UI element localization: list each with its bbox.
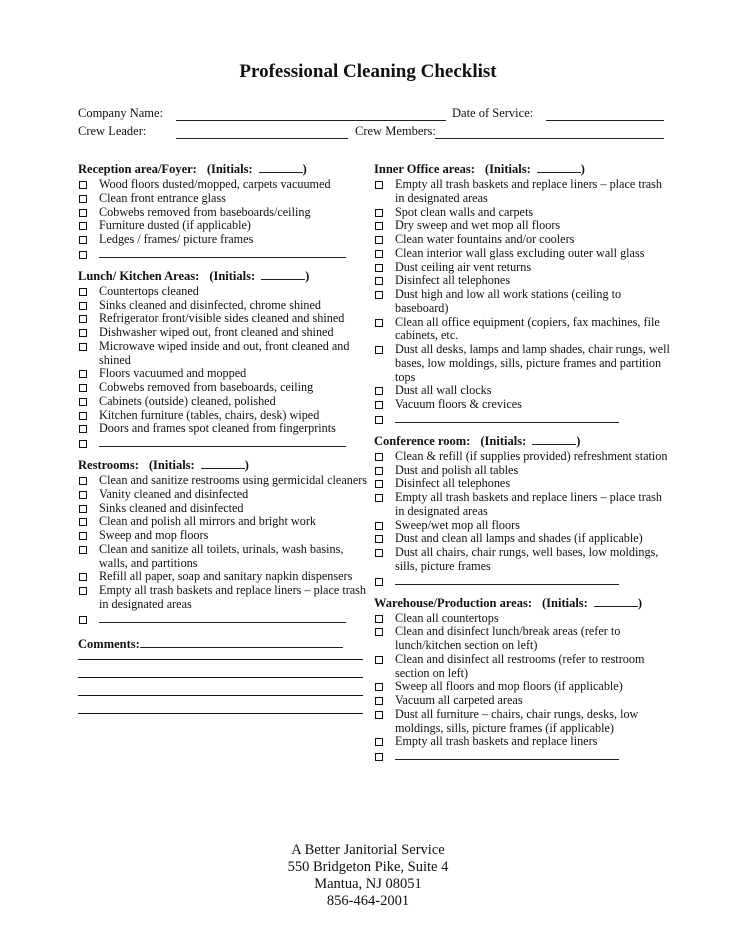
checkbox[interactable] (375, 628, 383, 636)
checklist-item (78, 502, 368, 516)
section-heading (78, 162, 368, 177)
checkbox[interactable] (375, 697, 383, 705)
checklist-item-label: Clean & refill (if supplies provided) refreshment station (395, 448, 668, 463)
crew-leader-label: Crew Leader: (78, 124, 147, 138)
checklist-item (78, 584, 368, 612)
checklist-item (374, 680, 674, 694)
checkbox[interactable] (375, 250, 383, 258)
checklist-item (374, 612, 674, 626)
checkbox[interactable] (79, 236, 87, 244)
initials-label: (Initials: (480, 433, 527, 448)
initials-field[interactable] (537, 162, 581, 173)
checklist-item-label: Disinfect all telephones (395, 273, 511, 288)
section-title: Reception area/Foyer: (78, 162, 197, 176)
checklist-item-label: Sweep all floors and mop floors (if applicable) (395, 679, 623, 694)
initials-field[interactable] (594, 596, 638, 607)
checkbox[interactable] (79, 546, 87, 554)
checklist-item-label: Refill all paper, soap and sanitary napkin dispensers (99, 569, 353, 584)
checklist-item-label: Disinfect all telephones (395, 476, 511, 491)
custom-checklist-item (78, 437, 368, 447)
checklist-item (374, 491, 674, 519)
checklist-item (374, 450, 674, 464)
checklist-section (78, 162, 368, 258)
checklist-item-label: Kitchen furniture (tables, chairs, desk) wiped (99, 407, 320, 422)
checkbox[interactable] (79, 370, 87, 378)
checklist-item (374, 178, 674, 206)
section-heading (374, 162, 674, 177)
checklist-item-label: Floors vacuumed and mopped (99, 366, 247, 381)
checklist-section (374, 434, 674, 585)
page-title: Professional Cleaning Checklist (239, 61, 497, 82)
checkbox[interactable] (79, 195, 87, 203)
checkbox[interactable] (79, 505, 87, 513)
initials-close-paren: ) (576, 433, 581, 448)
checklist-item (78, 233, 368, 247)
checklist-item-label: Dust ceiling air vent returns (395, 259, 532, 274)
checklist-item-label: Empty all trash baskets and replace liners – place trash in designated areas (395, 490, 663, 518)
custom-checklist-item (374, 413, 674, 423)
checklist-item (374, 625, 674, 653)
custom-item-field[interactable] (99, 437, 346, 447)
checkbox[interactable] (79, 532, 87, 540)
date-of-service-label: Date of Service: (452, 106, 534, 120)
checklist-item (78, 326, 368, 340)
checklist-item (78, 515, 368, 529)
checklist-item (374, 384, 674, 398)
footer-company: A Better Janitorial Service (291, 842, 445, 858)
checklist-item-label: Dust and polish all tables (395, 462, 519, 477)
left-column (78, 162, 368, 714)
right-column (374, 162, 674, 771)
checklist-item-label: Refrigerator front/visible sides cleaned and shined (99, 311, 345, 326)
checklist-item (374, 653, 674, 681)
initials-field[interactable] (259, 162, 303, 173)
footer-phone: 856-464-2001 (326, 893, 410, 909)
initials-close-paren: ) (302, 162, 307, 176)
crew-members-label: Crew Members: (355, 124, 436, 138)
checklist-section (374, 596, 674, 761)
checklist-item (78, 285, 368, 299)
checkbox[interactable] (79, 181, 87, 189)
checklist-item-label: Doors and frames spot cleaned from fingerprints (99, 421, 336, 436)
checkbox[interactable] (79, 518, 87, 526)
checklist-item (374, 274, 674, 288)
checklist-item-label: Spot clean walls and carpets (395, 204, 534, 219)
checklist-item (374, 316, 674, 344)
checklist-item-label: Clean and disinfect lunch/break areas (refer to lunch/kitchen section on left) (395, 624, 621, 652)
footer-city: Mantua, NJ 08051 (314, 876, 422, 892)
checklist-item-label: Furniture dusted (if applicable) (99, 218, 251, 233)
checkbox[interactable] (79, 425, 87, 433)
checklist-section (78, 269, 368, 447)
checklist-item-label: Clean all countertops (395, 610, 499, 625)
checkbox[interactable] (375, 277, 383, 285)
checkbox[interactable] (375, 222, 383, 230)
custom-checklist-item (78, 613, 368, 623)
checklist-item (374, 398, 674, 412)
checkbox[interactable] (79, 616, 87, 624)
checkbox[interactable] (375, 319, 383, 327)
section-heading (374, 434, 674, 449)
section-title: Inner Office areas: (374, 162, 475, 176)
checklist-item (374, 261, 674, 275)
checkbox[interactable] (79, 222, 87, 230)
section-title: Restrooms: (78, 458, 139, 472)
checklist-item (78, 409, 368, 423)
checklist-item-label: Empty all trash baskets and replace liners – place trash in designated areas (395, 177, 663, 205)
custom-checklist-item (374, 575, 674, 585)
initials-field[interactable] (261, 269, 305, 280)
checkbox[interactable] (79, 315, 87, 323)
checklist-item-label: Dust all desks, lamps and lamp shades, chair rungs, well bases, low moldings, sills, picture frames and partition tops (395, 342, 670, 384)
initials-close-paren: ) (580, 162, 585, 176)
custom-item-field[interactable] (99, 248, 346, 258)
checkbox[interactable] (375, 549, 383, 557)
checklist-item (374, 477, 674, 491)
checklist-item (78, 367, 368, 381)
checklist-item-label: Sweep/wet mop all floors (395, 517, 520, 532)
checkbox[interactable] (375, 711, 383, 719)
checklist-item-label: Empty all trash baskets and replace liners (395, 734, 598, 749)
checklist-item (78, 340, 368, 368)
comments-line[interactable] (78, 659, 363, 660)
checklist-item-label: Cobwebs removed from baseboards, ceiling (99, 380, 314, 394)
checkbox[interactable] (79, 343, 87, 351)
checklist-section (374, 162, 674, 423)
checkbox[interactable] (375, 401, 383, 409)
comments-heading (78, 637, 368, 652)
checklist-item-label: Dust all wall clocks (395, 383, 492, 398)
checkbox[interactable] (375, 264, 383, 272)
checkbox[interactable] (79, 491, 87, 499)
footer-address: 550 Bridgeton Pike, Suite 4 (287, 859, 449, 875)
checklist-item-label: Cobwebs removed from baseboards/ceiling (99, 204, 311, 219)
checklist-item-label: Ledges / frames/ picture frames (99, 232, 254, 246)
checkbox[interactable] (79, 302, 87, 310)
checklist-item (374, 532, 674, 546)
checkbox[interactable] (79, 587, 87, 595)
checklist-item-label: Dry sweep and wet mop all floors (395, 218, 561, 233)
initials-close-paren: ) (244, 458, 249, 472)
checkbox[interactable] (375, 181, 383, 189)
section-title: Warehouse/Production areas: (374, 595, 532, 610)
checkbox[interactable] (79, 398, 87, 406)
initials-label: (Initials: (148, 458, 195, 472)
checklist-item-label: Countertops cleaned (99, 283, 199, 298)
checkbox[interactable] (375, 535, 383, 543)
checklist-item (78, 422, 368, 436)
initials-close-paren: ) (637, 595, 643, 610)
checklist-item (374, 464, 674, 478)
checklist-item (374, 694, 674, 708)
checklist-item-label: Clean interior wall glass excluding outer wall glass (395, 245, 645, 260)
comments-label: Comments: (78, 636, 140, 651)
checkbox[interactable] (375, 615, 383, 623)
section-heading (78, 458, 368, 473)
initials-label: (Initials: (206, 162, 253, 176)
checkbox[interactable] (79, 384, 87, 392)
checklist-item-label: Sinks cleaned and disinfected (99, 500, 244, 515)
initials-close-paren: ) (305, 268, 310, 283)
crew-members-field[interactable] (435, 138, 664, 139)
checkbox[interactable] (375, 467, 383, 475)
checklist-item-label: Clean front entrance glass (99, 190, 226, 205)
checklist-item (374, 735, 674, 749)
checklist-item-label: Clean and polish all mirrors and bright work (99, 514, 316, 529)
checklist-item (374, 708, 674, 736)
checkbox[interactable] (375, 656, 383, 664)
checklist-item (78, 395, 368, 409)
initials-label: (Initials: (209, 268, 256, 283)
checkbox[interactable] (79, 288, 87, 296)
checklist-section (78, 458, 368, 623)
checkbox[interactable] (79, 477, 87, 485)
checklist-item-label: Empty all trash baskets and replace liners – place trash in designated areas (99, 583, 367, 611)
company-name-field[interactable] (176, 120, 446, 121)
checklist-item-label: Clean and sanitize restrooms using germicidal cleaners (99, 473, 368, 487)
checklist-item (78, 192, 368, 206)
section-heading (374, 596, 674, 611)
checklist-item-label: Clean and sanitize all toilets, urinals, wash basins, walls, and partitions (99, 541, 344, 570)
checkbox[interactable] (375, 453, 383, 461)
checklist-item (78, 219, 368, 233)
checkbox[interactable] (375, 522, 383, 530)
checkbox[interactable] (375, 480, 383, 488)
checklist-item-label: Clean all office equipment (copiers, fax machines, file cabinets, etc. (395, 314, 660, 343)
checklist-item (78, 543, 368, 571)
checklist-item-label: Vanity cleaned and disinfected (99, 486, 249, 501)
date-of-service-field[interactable] (546, 120, 664, 121)
section-heading (78, 269, 368, 284)
checkbox[interactable] (375, 209, 383, 217)
checkbox[interactable] (375, 291, 383, 299)
checklist-item (78, 488, 368, 502)
checklist-item-label: Clean and disinfect all restrooms (refer to restroom section on left) (395, 651, 645, 680)
comments-line[interactable] (78, 695, 363, 696)
checklist-item-label: Dust all furniture – chairs, chair rungs, desks, low moldings, sills, picture frames (if applicable) (395, 706, 639, 735)
crew-leader-field[interactable] (176, 138, 348, 139)
checklist-item (374, 343, 674, 384)
comments-first-line[interactable] (140, 637, 343, 648)
section-title: Lunch/ Kitchen Areas: (78, 268, 200, 283)
checklist-item (374, 206, 674, 220)
initials-field[interactable] (532, 434, 576, 445)
checklist-item-label: Wood floors dusted/mopped, carpets vacuumed (99, 177, 331, 191)
checklist-item (78, 178, 368, 192)
checklist-item-label: Vacuum floors & crevices (395, 397, 522, 411)
checkbox[interactable] (79, 329, 87, 337)
custom-item-field[interactable] (395, 413, 619, 423)
checkbox[interactable] (375, 683, 383, 691)
footer (0, 842, 736, 910)
checklist-item (374, 288, 674, 316)
initials-label: (Initials: (484, 162, 531, 176)
checklist-item-label: Dishwasher wiped out, front cleaned and shined (99, 325, 334, 339)
checklist-item (78, 312, 368, 326)
company-name-label: Company Name: (78, 106, 164, 120)
checklist-item (78, 206, 368, 220)
checklist-item (78, 299, 368, 313)
initials-field[interactable] (201, 458, 245, 469)
checklist-item (78, 474, 368, 488)
checkbox[interactable] (79, 440, 87, 448)
checkbox[interactable] (79, 412, 87, 420)
checkbox[interactable] (79, 251, 87, 259)
checklist-item-label: Dust all chairs, chair rungs, well bases, low moldings, sills, picture frames (395, 545, 659, 573)
comments-section (78, 637, 368, 714)
checkbox[interactable] (375, 753, 383, 761)
checklist-item (374, 546, 674, 574)
checkbox[interactable] (375, 236, 383, 244)
checklist-item-label: Microwave wiped inside and out, front cleaned and shined (99, 338, 350, 367)
checklist-item (374, 233, 674, 247)
checkbox[interactable] (375, 738, 383, 746)
checklist-item-label: Dust and clean all lamps and shades (if applicable) (395, 531, 643, 546)
checklist-item-label: Sinks cleaned and disinfected, chrome shined (99, 297, 322, 312)
checklist-item-label: Cabinets (outside) cleaned, polished (99, 393, 276, 408)
checkbox[interactable] (79, 209, 87, 217)
checklist-item (78, 381, 368, 395)
comments-line[interactable] (78, 677, 363, 678)
checklist-item-label: Sweep and mop floors (99, 528, 209, 542)
checklist-item-label: Dust high and low all work stations (ceiling to baseboard) (395, 287, 622, 315)
custom-item-field[interactable] (99, 613, 346, 623)
checklist-item-label: Vacuum all carpeted areas (395, 693, 523, 707)
comments-line[interactable] (78, 713, 363, 714)
custom-item-field[interactable] (395, 750, 619, 760)
checklist-item-label: Clean water fountains and/or coolers (395, 232, 575, 246)
checkbox[interactable] (375, 578, 383, 586)
checklist-item (374, 519, 674, 533)
checklist-item (374, 247, 674, 261)
section-title: Conference room: (374, 433, 471, 448)
checkbox[interactable] (375, 416, 383, 424)
initials-label: (Initials: (542, 595, 588, 610)
checklist-item (78, 529, 368, 543)
checkbox[interactable] (79, 573, 87, 581)
custom-checklist-item (78, 248, 368, 258)
checklist-item (78, 570, 368, 584)
custom-checklist-item (374, 750, 674, 760)
custom-item-field[interactable] (395, 575, 619, 585)
checkbox[interactable] (375, 346, 383, 354)
checklist-item (374, 219, 674, 233)
checkbox[interactable] (375, 387, 383, 395)
checkbox[interactable] (375, 494, 383, 502)
